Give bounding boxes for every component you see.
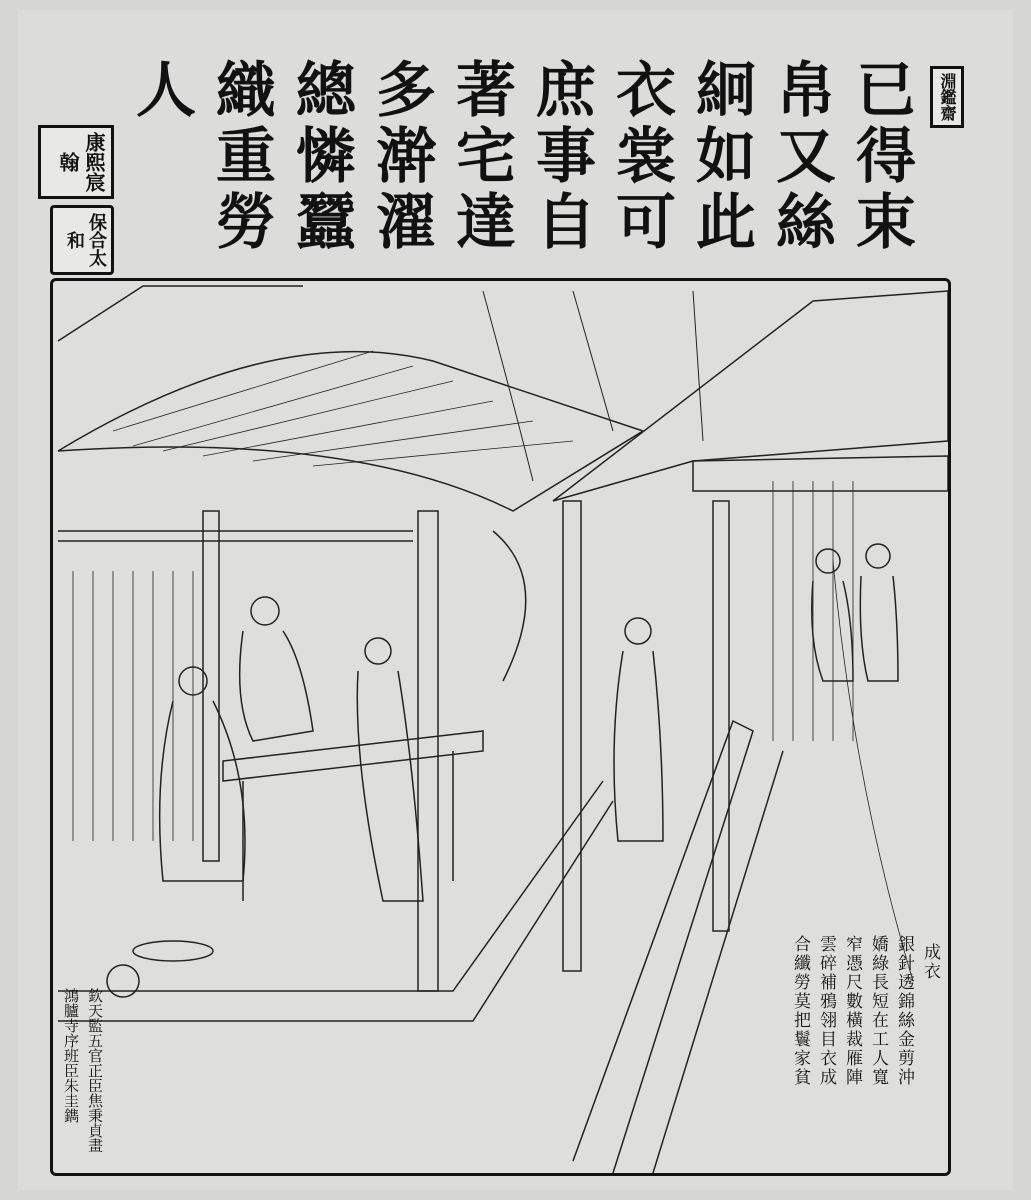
poem-title: 成衣 xyxy=(920,943,940,981)
calligraphy-column: 已得束 xyxy=(846,58,916,256)
calligraphy-column: 人 xyxy=(126,58,196,124)
cutting-table xyxy=(223,731,483,901)
seal-left-upper: 康熙宸翰 xyxy=(38,125,114,199)
calligraphy-column: 衣裳可 xyxy=(606,58,676,256)
calligraphy-column: 絅如此 xyxy=(686,58,756,256)
pillar xyxy=(418,511,438,991)
roof-left-back xyxy=(58,286,303,341)
poem-line: 雲碎補鴉翎目衣成 xyxy=(816,935,836,1087)
brazier xyxy=(133,941,213,961)
seal-top-right: 淵鑑齋 xyxy=(930,66,964,128)
lattice-eaves xyxy=(693,456,948,491)
calligraphy-column: 庶事自 xyxy=(526,58,596,256)
calligraphy-column: 總憐蠶 xyxy=(286,58,356,256)
engraver-credit: 鴻臚寺序班臣朱圭鐫 xyxy=(62,988,80,1123)
calligraphy-column: 多澣濯 xyxy=(366,58,436,256)
floor-platform xyxy=(58,781,613,1021)
beam xyxy=(58,531,413,541)
calligraphy-column: 著宅達 xyxy=(446,58,516,256)
poem-line: 合纖勞莫把鬟家貧 xyxy=(790,935,810,1087)
artist-credits xyxy=(62,988,104,1153)
calligraphy-inscription xyxy=(126,58,916,256)
pillar xyxy=(563,501,581,971)
painter-credit: 欽天監五官正臣焦秉貞畫 xyxy=(86,988,104,1153)
tailor-figures xyxy=(160,544,898,901)
pillar xyxy=(713,501,729,931)
fan xyxy=(107,965,139,997)
reeds xyxy=(833,561,913,981)
calligraphy-column: 織重勞 xyxy=(206,58,276,256)
poem-line: 銀針透錦絲金剪沖 xyxy=(894,935,914,1087)
trees xyxy=(483,291,703,481)
moon-gate xyxy=(493,531,526,681)
calligraphy-column: 帛又絲 xyxy=(766,58,836,256)
tiled-roof-main xyxy=(58,352,643,511)
seal-left-lower: 保合太和 xyxy=(50,205,114,275)
poem-inscription xyxy=(790,935,940,1087)
tiled-roof-right xyxy=(553,291,948,501)
poem-line: 嬌綠長短在工人寬 xyxy=(868,935,888,1087)
poem-line: 窄憑尺數橫裁雁陣 xyxy=(842,935,862,1087)
bridge-railing xyxy=(573,721,783,1173)
